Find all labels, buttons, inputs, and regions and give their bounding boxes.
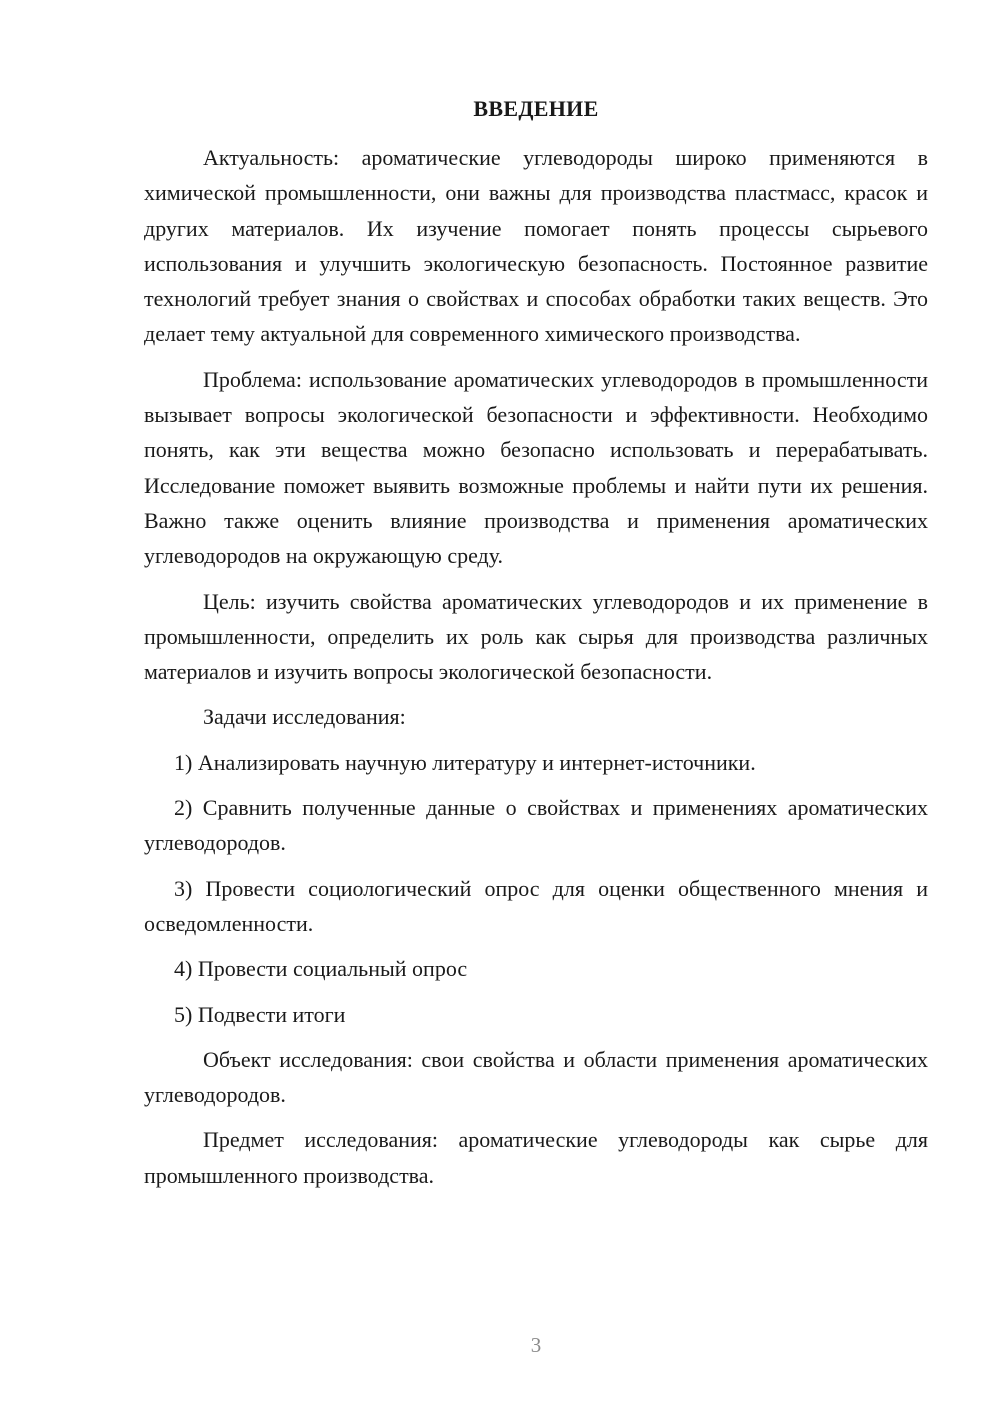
document-page — [144, 92, 928, 1203]
goal-paragraph: Цель: изучить свойства ароматических углеводородов и их применение в промышленности, определить их роль как сырья для производства различных материалов и изучить вопросы экологической безопасности. — [144, 588, 928, 685]
tasks-heading: Задачи исследования: — [203, 704, 406, 730]
task-item-3: 3) Провести социологический опрос для оценки общественного мнения и осведомленности. — [144, 875, 928, 936]
relevance-paragraph: Актуальность: ароматические углеводороды широко применяются в химической промышленности, они важны для производства пластмасс, красок и других материалов. Их изучение помогает понять процессы сырьевого использования и улучшить экологическую безопасность. Постоянное развитие технологий требует знания о свойствах и способах обработки таких веществ. Это делает тему актуальной для современного химического производства. — [144, 145, 928, 347]
page-number: 3 — [530, 1333, 542, 1357]
task-item-2: 2) Сравнить полученные данные о свойствах и применениях ароматических углеводородов. — [144, 795, 928, 856]
task-item-1: 1) Анализировать научную литературу и интернет-источники. — [174, 749, 756, 775]
section-title: ВВЕДЕНИЕ — [473, 96, 599, 121]
research-object-paragraph: Объект исследования: свои свойства и области применения ароматических углеводородов. — [144, 1046, 928, 1108]
problem-paragraph: Проблема: использование ароматических углеводородов в промышленности вызывает вопросы экологической безопасности и эффективности. Необходимо понять, как эти вещества можно безопасно использовать и перерабатывать. Исследование поможет выявить возможные проблемы и найти пути их решения. Важно также оценить влияние производства и применения ароматических углеводородов на окружающую среду. — [144, 366, 928, 569]
task-item-4: 4) Провести социальный опрос — [174, 956, 468, 982]
research-subject-paragraph: Предмет исследования: ароматические углеводороды как сырье для промышленного производства. — [144, 1127, 928, 1188]
task-item-5: 5) Подвести итоги — [174, 1001, 346, 1027]
